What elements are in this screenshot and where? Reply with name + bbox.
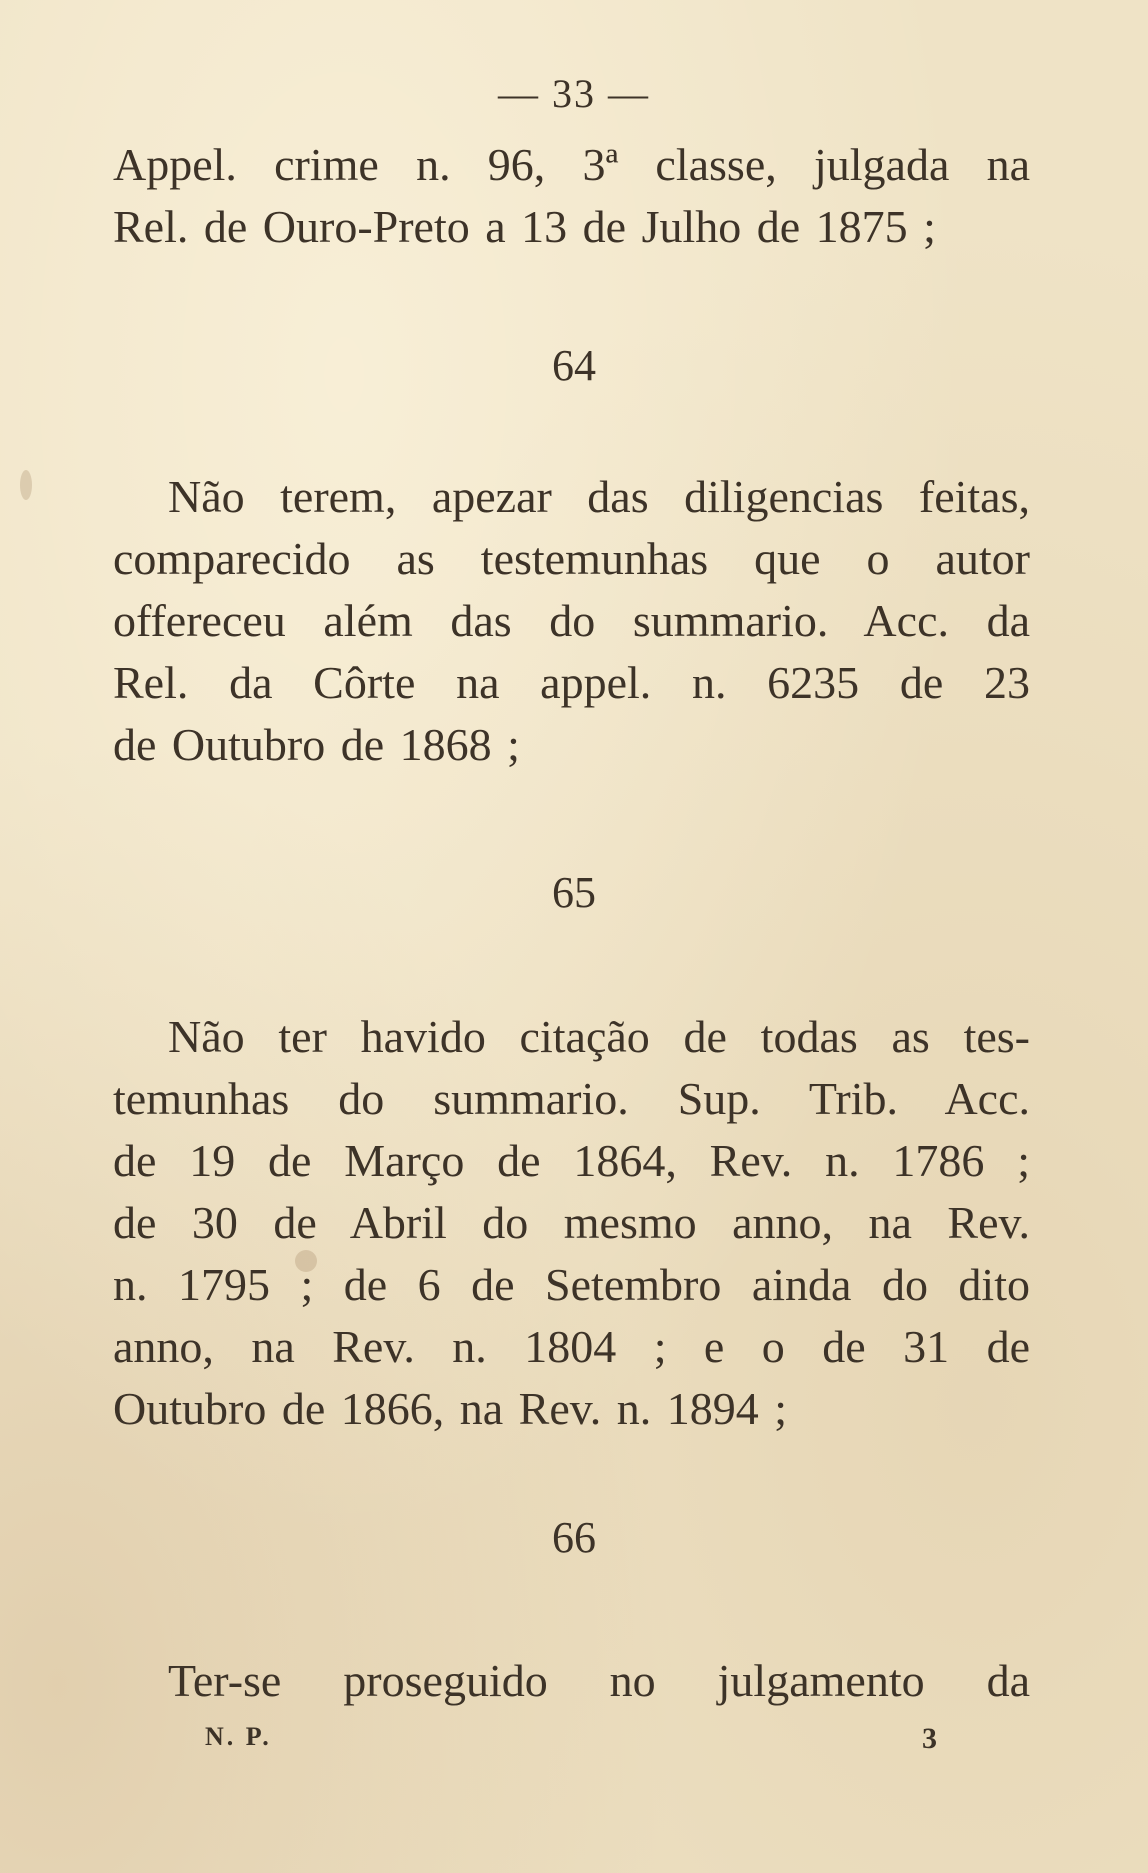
text-block-continuation — [113, 134, 1030, 258]
signature-mark: N. P. — [205, 1722, 272, 1751]
section-number: 65 — [552, 868, 596, 917]
text-line: de 30 de Abril do mesmo anno, na Rev. — [113, 1197, 1030, 1248]
text-line: Não ter havido citação de todas as tes- — [168, 1011, 1030, 1062]
section-number: 64 — [552, 341, 596, 390]
text-line: Outubro de 1866, na Rev. n. 1894 ; — [113, 1383, 788, 1434]
text-line: anno, na Rev. n. 1804 ; e o de 31 de — [113, 1321, 1030, 1372]
page-footer — [0, 1722, 1148, 1772]
page-number: — 33 — — [498, 71, 650, 116]
text-line: offereceu além das do summario. Acc. da — [113, 595, 1030, 646]
text-line: comparecido as testemunhas que o autor — [113, 533, 1030, 584]
text-block-64 — [113, 466, 1030, 776]
text-line: Rel. da Côrte na appel. n. 6235 de 23 — [113, 657, 1030, 708]
text-line: de Outubro de 1868 ; — [113, 719, 520, 770]
paper-stain — [20, 470, 32, 500]
text-line: Não terem, apezar das diligencias feitas, — [168, 471, 1030, 522]
text-line: Ter-se proseguido no julgamento da — [168, 1655, 1030, 1706]
sheet-number: 3 — [922, 1722, 940, 1755]
text-line: de 19 de Março de 1864, Rev. n. 1786 ; — [113, 1135, 1030, 1186]
text-line: Rel. de Ouro-Preto a 13 de Julho de 1875 ; — [113, 201, 936, 252]
text-line: Appel. crime n. 96, 3ª classe, julgada na — [113, 139, 1030, 190]
text-block-65 — [113, 1006, 1030, 1440]
text-line: temunhas do summario. Sup. Trib. Acc. — [113, 1073, 1030, 1124]
text-line: n. 1795 ; de 6 de Setembro ainda do dito — [113, 1259, 1030, 1310]
text-block-66 — [113, 1650, 1030, 1712]
section-number: 66 — [552, 1513, 596, 1562]
